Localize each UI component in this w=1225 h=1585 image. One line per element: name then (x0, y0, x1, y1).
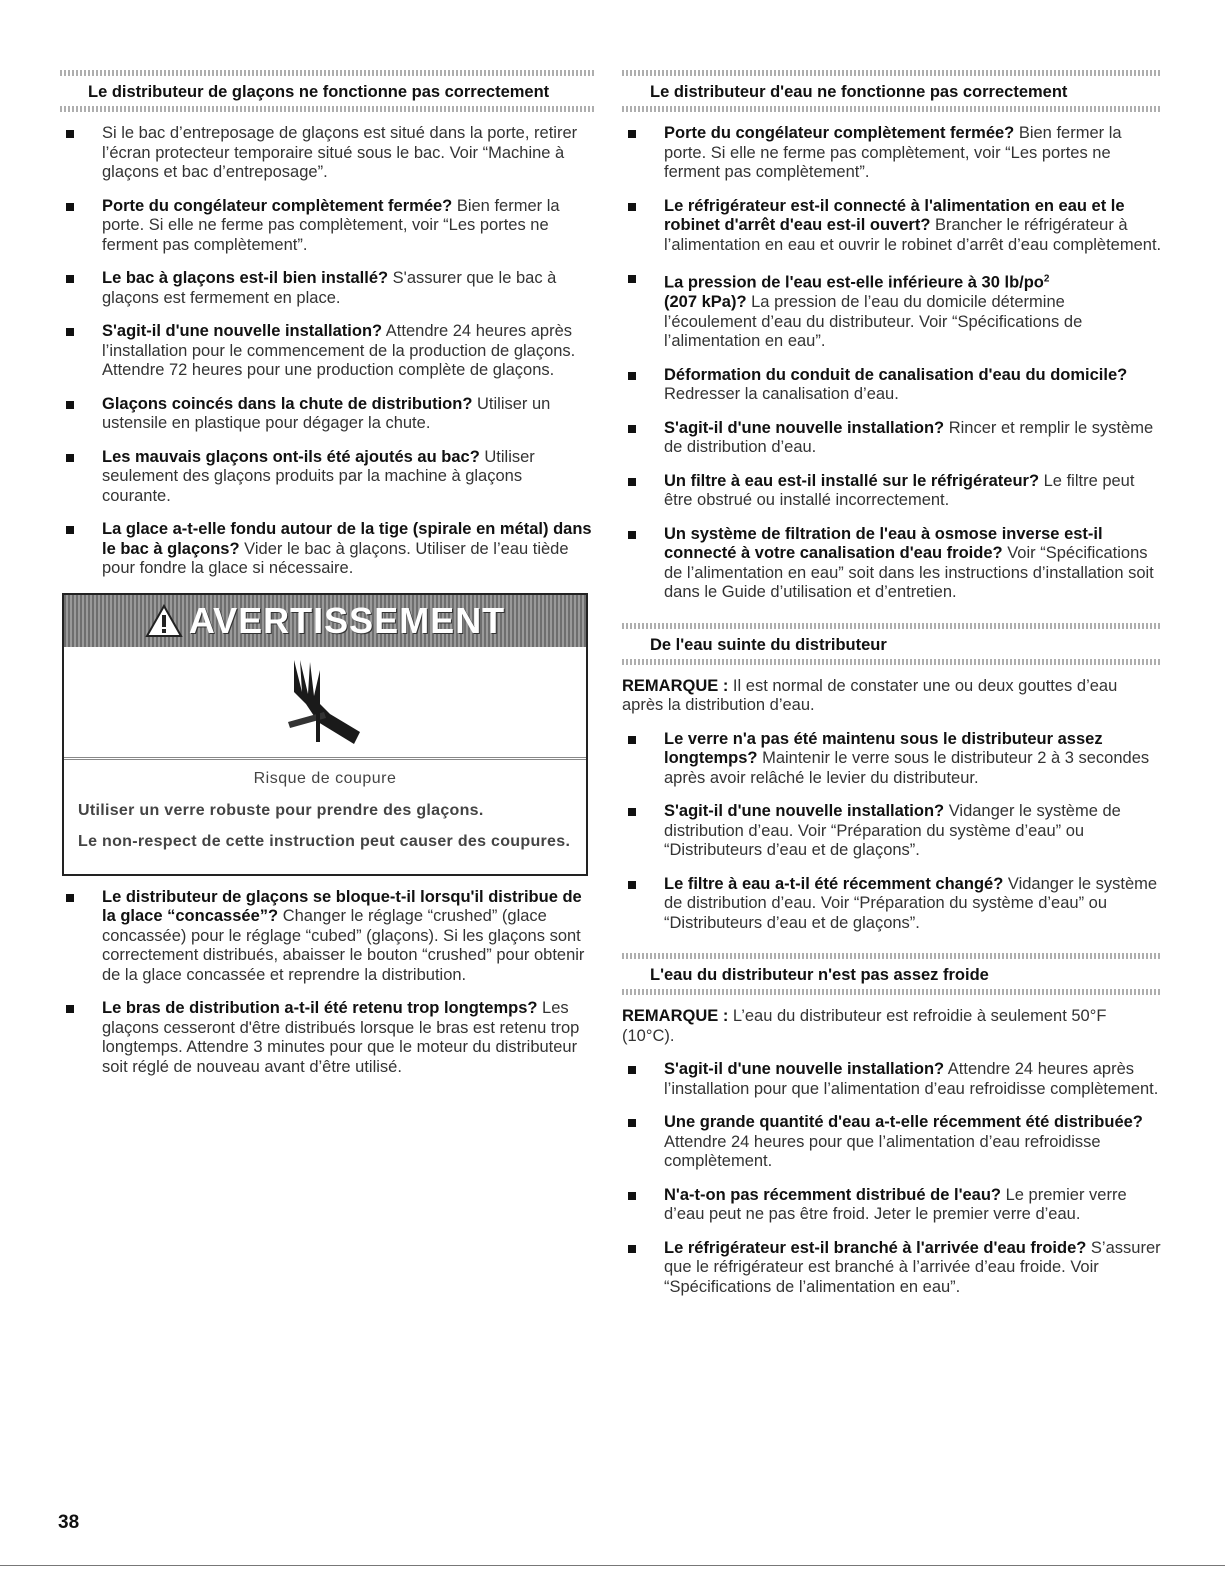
list-item: Le distributeur de glaçons se bloque-t-il lorsqu'il distribue de la glace “concassée”? Changer le réglage “crushed” (glace concassée) pour le réglage “cubed” (glaçons). Si les glaçons sont correctement distribués, abaisser le bouton “crushed” pour obtenir de la glace concassée et reprendre la distribution. (60, 888, 595, 986)
square-bullet-icon (628, 808, 636, 816)
list-item: S'agit-il d'une nouvelle installation? Attendre 24 heures après l’installation pour le commencement de la production de glaçons. Attendre 72 heures pour une production complète de glaçons. (60, 322, 595, 381)
section-header (622, 70, 1162, 112)
square-bullet-icon (66, 454, 74, 462)
square-bullet-icon (66, 526, 74, 534)
section-title-ice-dispenser: Le distributeur de glaçons ne fonctionne pas correctement (88, 83, 550, 101)
section-title-water-not-cold: L'eau du distributeur n'est pas assez froide (650, 966, 989, 984)
warning-line-1: Utiliser un verre robuste pour prendre des glaçons. (78, 801, 484, 819)
list-item: S'agit-il d'une nouvelle installation? Attendre 24 heures après l’installation pour que l’alimentation d’eau refroidisse complètement. (622, 1060, 1162, 1099)
water-dispenser-list (622, 124, 1162, 603)
dotted-rule (60, 106, 595, 112)
square-bullet-icon (628, 372, 636, 380)
list-item: Porte du congélateur complètement fermée? Bien fermer la porte. Si elle ne ferme pas complètement, voir “Les portes ne ferment pas complètement”. (60, 197, 595, 256)
list-item: Le bac à glaçons est-il bien installé? S'assurer que le bac à glaçons est fermement en place. (60, 269, 595, 308)
ice-dispenser-list-continued (60, 888, 595, 1078)
square-bullet-icon (628, 130, 636, 138)
warning-pictogram (64, 647, 586, 760)
square-bullet-icon (66, 203, 74, 211)
warning-banner (64, 595, 586, 647)
square-bullet-icon (628, 1245, 636, 1253)
square-bullet-icon (66, 275, 74, 283)
note-paragraph: REMARQUE : Il est normal de constater une ou deux gouttes d’eau après la distribution d’eau. (622, 676, 1118, 714)
list-item: Si le bac d’entreposage de glaçons est situé dans la porte, retirer l’écran protecteur temporaire situé sous le bac. Voir “Machine à glaçons et bac d’entreposage”. (60, 124, 595, 183)
list-item: N'a-t-on pas récemment distribué de l'eau? Le premier verre d’eau peut ne pas être froid. Jeter le premier verre d’eau. (622, 1186, 1162, 1225)
ice-dispenser-list (60, 124, 595, 579)
list-item: Les mauvais glaçons ont-ils été ajoutés au bac? Utiliser seulement des glaçons produits par la machine à glaçons courante. (60, 448, 595, 507)
list-item: Une grande quantité d'eau a-t-elle récemment été distribuée? Attendre 24 heures pour que l’alimentation d’eau refroidisse complètement. (622, 1113, 1162, 1172)
list-item: Le réfrigérateur est-il branché à l'arrivée d'eau froide? S’assurer que le réfrigérateur est branché à l’arrivée d’eau froide. Voir “Spécifications de l’alimentation en eau”. (622, 1239, 1162, 1298)
dotted-rule (622, 106, 1162, 112)
square-bullet-icon (66, 328, 74, 336)
water-leak-list (622, 730, 1162, 934)
warning-box (62, 593, 588, 876)
left-column (60, 70, 595, 1091)
section-title-water-leak: De l'eau suinte du distributeur (650, 635, 887, 654)
right-column (622, 70, 1162, 1311)
square-bullet-icon (628, 1119, 636, 1127)
list-item: Le bras de distribution a-t-il été retenu trop longtemps? Les glaçons cesseront d'être distribués lorsque le bras est retenu trop longtemps. Attendre 3 minutes pour que le moteur du distributeur soit réglé de nouveau avant d’être utilisé. (60, 999, 595, 1077)
square-bullet-icon (66, 894, 74, 902)
list-item: La glace a-t-elle fondu autour de la tige (spirale en métal) dans le bac à glaçons? Vider le bac à glaçons. Utiliser de l’eau tiède pour fondre la glace si nécessaire. (60, 520, 595, 579)
warning-line-2: Le non-respect de cette instruction peut causer des coupures. (78, 832, 571, 850)
square-bullet-icon (628, 478, 636, 486)
list-item: Le réfrigérateur est-il connecté à l'alimentation en eau et le robinet d'arrêt d'eau est-il ouvert? Brancher le réfrigérateur à l’alimentation en eau et ouvrir le robinet d’arrêt d’eau complètement. (622, 197, 1162, 256)
dotted-rule (622, 623, 1162, 629)
list-item: La pression de l'eau est-elle inférieure à 30 $lb/po^2$ (207 kPa)? La pression de l’eau du domicile détermine l’écoulement d’eau du distributeur. Voir “Spécifications de l’alimentation en eau”. (622, 269, 1162, 352)
dotted-rule (622, 70, 1162, 76)
dotted-rule (622, 659, 1162, 665)
list-item: Déformation du conduit de canalisation d'eau du domicile? Redresser la canalisation d’eau. (622, 366, 1162, 405)
square-bullet-icon (628, 1066, 636, 1074)
note-paragraph: REMARQUE : L’eau du distributeur est refroidie à seulement 50°F (10°C). (622, 1007, 1107, 1045)
square-bullet-icon (628, 531, 636, 539)
warning-triangle-icon (145, 604, 183, 638)
dotted-rule (622, 989, 1162, 995)
list-item: S'agit-il d'une nouvelle installation? Rincer et remplir le système de distribution d’eau. (622, 419, 1162, 458)
page-number: 38 (58, 1512, 80, 1533)
square-bullet-icon (628, 881, 636, 889)
section-header (60, 70, 595, 112)
list-item: Le verre n'a pas été maintenu sous le distributeur assez longtemps? Maintenir le verre sous le distributeur 2 à 3 secondes après avoir relâché le levier du distributeur. (622, 730, 1162, 789)
list-item: Porte du congélateur complètement fermée? Bien fermer la porte. Si elle ne ferme pas complètement, voir “Les portes ne ferment pas complètement”. (622, 124, 1162, 183)
cut-hand-icon (280, 652, 370, 752)
dotted-rule (622, 953, 1162, 959)
list-item: S'agit-il d'une nouvelle installation? Vidanger le système de distribution d’eau. Voir “Préparation du système d’eau” ou “Distributeurs d’eau et de glaçons”. (622, 802, 1162, 861)
square-bullet-icon (628, 425, 636, 433)
list-item: Le filtre à eau a-t-il été récemment changé? Vidanger le système de distribution d’eau. Voir “Préparation du système d’eau” ou “Distributeurs d’eau et de glaçons”. (622, 875, 1162, 934)
dotted-rule (60, 70, 595, 76)
square-bullet-icon (628, 275, 636, 283)
water-not-cold-list (622, 1060, 1162, 1297)
square-bullet-icon (66, 1005, 74, 1013)
bottom-rule (0, 1565, 1225, 1566)
section-header (622, 953, 1162, 995)
section-title-water-dispenser: Le distributeur d'eau ne fonctionne pas correctement (650, 83, 1068, 101)
square-bullet-icon (628, 736, 636, 744)
warning-text (64, 760, 586, 874)
list-item: Un filtre à eau est-il installé sur le réfrigérateur? Le filtre peut être obstrué ou installé incorrectement. (622, 472, 1162, 511)
warning-title: Risque de coupure (253, 769, 397, 787)
square-bullet-icon (628, 203, 636, 211)
list-item: Glaçons coincés dans la chute de distribution? Utiliser un ustensile en plastique pour dégager la chute. (60, 395, 595, 434)
warning-banner-label: AVERTISSEMENT (188, 599, 506, 641)
square-bullet-icon (66, 130, 74, 138)
square-bullet-icon (66, 401, 74, 409)
list-item: Un système de filtration de l'eau à osmose inverse est-il connecté à votre canalisation d'eau froide? Voir “Spécifications de l’alimentation en eau” soit dans les instructions d’installation soit dans le Guide d’utilisation et d’entretien. (622, 525, 1162, 603)
square-bullet-icon (628, 1192, 636, 1200)
section-header (622, 623, 1162, 665)
